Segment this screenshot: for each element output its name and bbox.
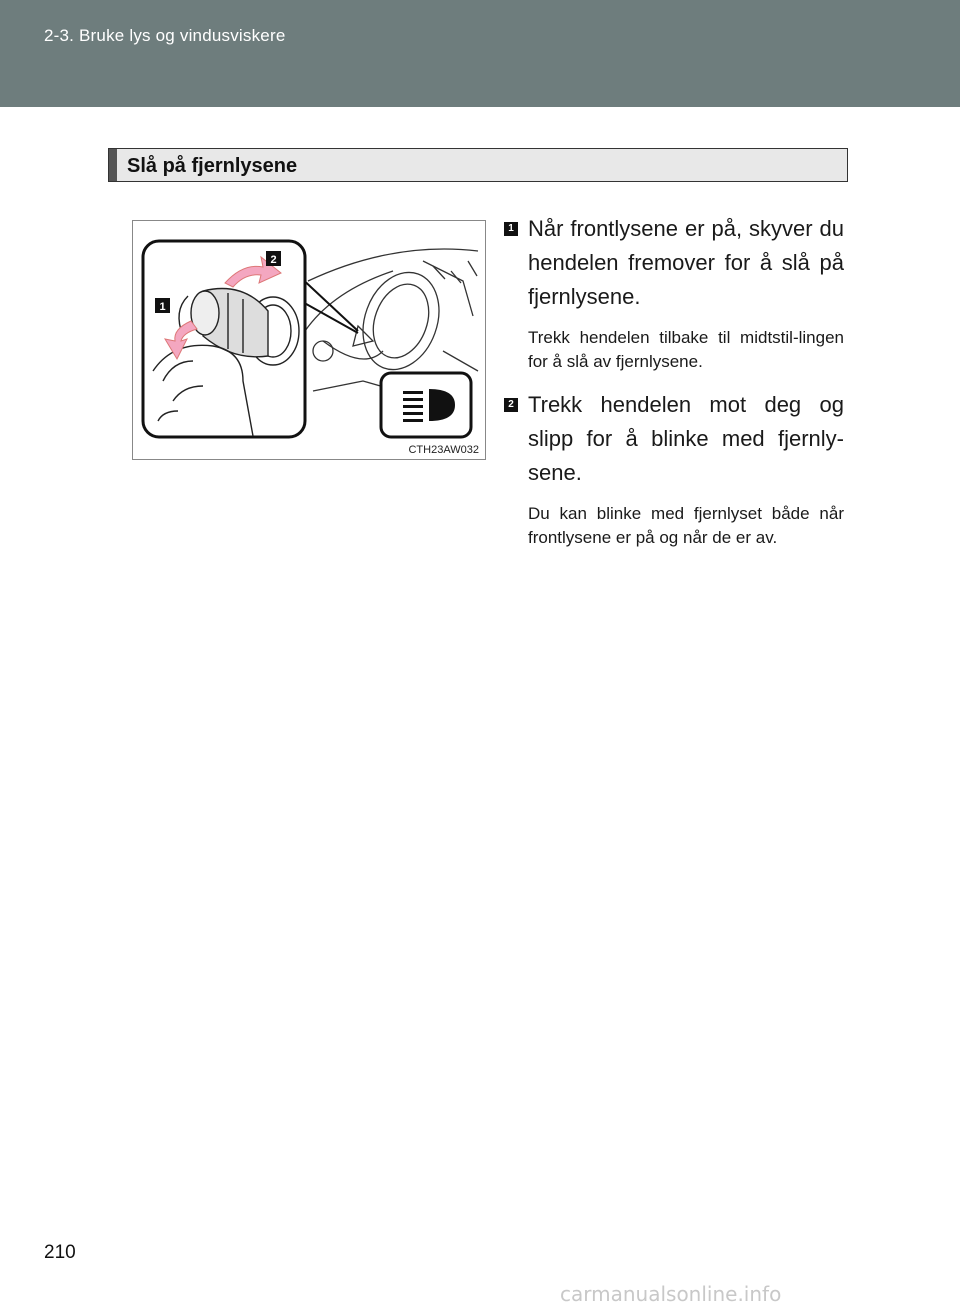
step-number-2: 2: [504, 398, 518, 412]
step-1-note: Trekk hendelen tilbake til midtstil-lingen for å slå av fjernlysene.: [528, 328, 844, 371]
section-title: Slå på fjernlysene: [127, 155, 298, 177]
page-header: [0, 0, 960, 107]
watermark: carmanualsonline.info: [560, 1282, 782, 1306]
section-title-bar: [109, 149, 117, 181]
step-number-1: 1: [504, 222, 518, 236]
illustration-figure: [132, 220, 486, 460]
svg-text:2: 2: [270, 254, 277, 266]
step-2: [504, 388, 844, 550]
svg-text:1: 1: [159, 301, 166, 313]
step-1-text: Når frontlysene er på, skyver du hendelen fremover for å slå på fjernlysene.: [528, 216, 844, 309]
figure-code: CTH23AW032: [408, 444, 479, 456]
step-2-note: Du kan blinke med fjernlyset både når frontlysene er på og når de er av.: [528, 504, 844, 547]
page-number: 210: [44, 1242, 76, 1263]
breadcrumb: 2-3. Bruke lys og vindusviskere: [44, 26, 286, 45]
steps-list: [504, 212, 844, 564]
lever-illustration: [133, 221, 485, 459]
step-1: [504, 212, 844, 374]
section-title-box: [108, 148, 848, 182]
step-2-text: Trekk hendelen mot deg og slipp for å blinke med fjernly-sene.: [528, 392, 844, 485]
